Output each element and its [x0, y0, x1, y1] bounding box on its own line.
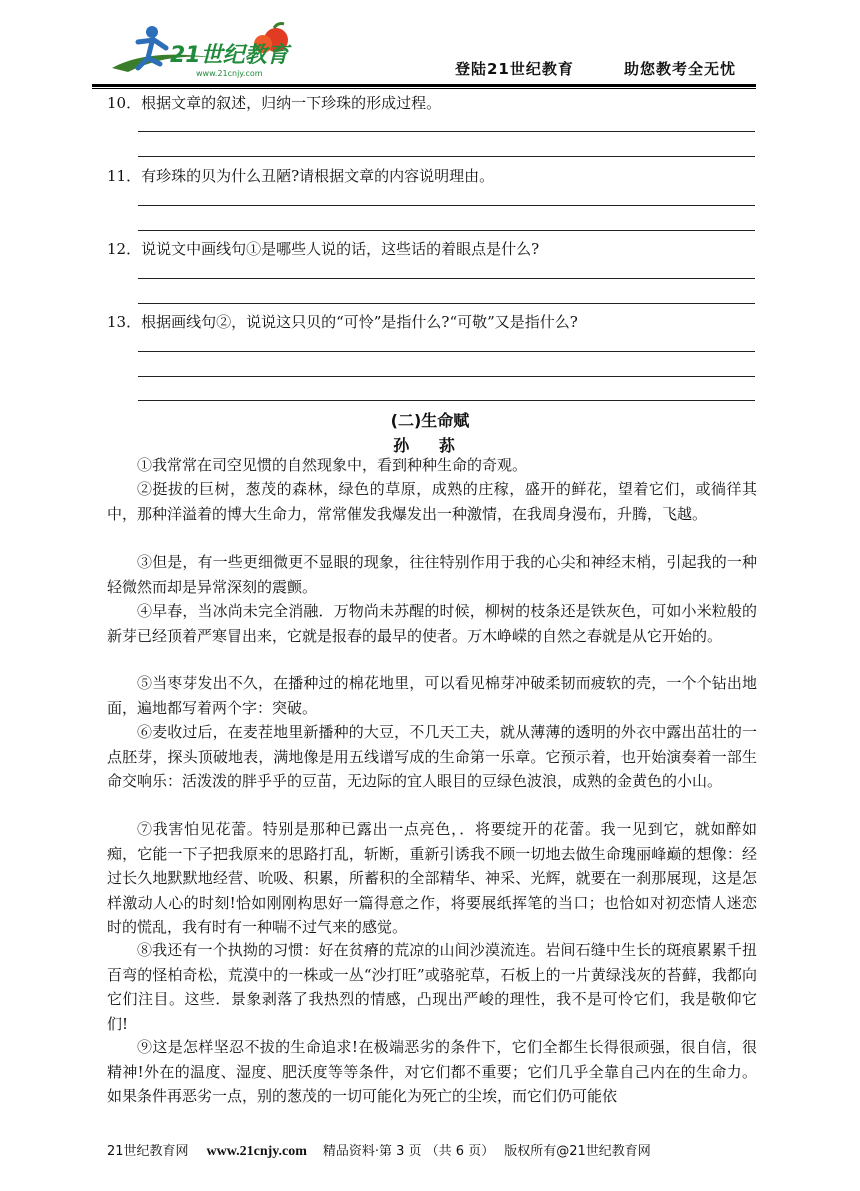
answer-line[interactable]	[138, 400, 755, 401]
footer-page-info: 精品资料·第 3 页 （共 6 页）	[322, 1144, 495, 1159]
logo-url: www.21cnjy.com	[196, 69, 263, 78]
question-13: 13．根据画线句②，说说这只贝的“可怜”是指什么?“可敬”又是指什么?	[107, 313, 578, 331]
answer-line[interactable]	[138, 303, 755, 304]
paragraph-4: ④早春，当冰尚未完全消融．万物尚未苏醒的时候，柳树的枝条还是铁灰色，可如小米粒般的新芽已经顶着严寒冒出来，它就是报春的最早的使者。万木峥嵘的自然之春就是从它开始的。	[107, 602, 757, 645]
logo	[108, 18, 308, 84]
footer-site: 21世纪教育网	[107, 1144, 189, 1159]
section-author: 孙 荪	[393, 436, 467, 455]
slogan-help: 助您教考全无忧	[624, 60, 737, 78]
paragraph-2: ②挺拔的巨树，葱茂的森林，绿色的草原，成熟的庄稼，盛开的鲜花，望着它们，或徜徉其中，那种洋溢着的博大生命力，常常催发我爆发出一种激情，在我周身漫布，升腾，飞越。	[107, 480, 757, 523]
question-12: 12．说说文中画线句①是哪些人说的话，这些话的着眼点是什么?	[107, 240, 540, 258]
paragraph-8: ⑧我还有一个执拗的习惯：好在贫瘠的荒凉的山间沙漠流连。岩间石缝中生长的斑痕累累千扭百弯的怪柏奇松，荒漠中的一株或一丛“沙打旺”或骆驼草，石板上的一片黄绿浅灰的苔藓，我都向它们注目。这些．景象剥落了我热烈的情感，凸现出严峻的理性，我不是可怜它们，我是敬仰它们!	[107, 941, 757, 1033]
section-title: (二)生命赋	[390, 411, 470, 430]
footer-copyright: 版权所有@21世纪教育网	[504, 1144, 651, 1159]
answer-line[interactable]	[138, 230, 755, 231]
paragraph-1: ①我常常在司空见惯的自然现象中，看到种种生命的奇观。	[137, 456, 528, 474]
answer-line[interactable]	[138, 205, 755, 206]
paragraph-7: ⑦我害怕见花蕾。特别是那种已露出一点亮色，．将要绽开的花蕾。我一见到它，就如醉如痴，它能一下子把我原来的思路打乱，斩断，重新引诱我不顾一切地去做生命瑰丽峰巅的想像：经过长久地默默地经营、吮吸、积累，所蓄积的全部精华、神采、光辉，就要在一刹那展现，这是怎样激动人心的时刻!恰如刚刚构思好一篇得意之作，将要展纸挥笔的当口；也恰如对初恋情人迷恋时的慌乱，我有时有一种喘不过气来的感觉。	[107, 820, 757, 936]
answer-line[interactable]	[138, 351, 755, 352]
slogan-login: 登陆21世纪教育	[455, 60, 574, 78]
page-footer	[107, 1140, 651, 1160]
paragraph-6: ⑥麦收过后，在麦茬地里新播种的大豆，不几天工夫，就从薄薄的透明的外衣中露出茁壮的一点胚芽，探头顶破地表，满地像是用五线谱写成的生命第一乐章。它预示着，也开始演奏着一部生命交响乐：活泼泼的胖乎乎的豆苗，无边际的宜人眼目的豆绿色波浪，成熟的金黄色的小山。	[107, 723, 757, 790]
answer-line[interactable]	[138, 156, 755, 157]
paragraph-5: ⑤当枣芽发出不久，在播种过的棉花地里，可以看见棉芽冲破柔韧而疲软的壳，一个个钻出地面，遍地都写着两个字：突破。	[107, 674, 757, 717]
answer-line[interactable]	[138, 376, 755, 377]
header-rule	[92, 84, 756, 87]
header-rule-thin	[92, 88, 756, 89]
answer-line[interactable]	[138, 131, 755, 132]
paragraph-3: ③但是，有一些更细微更不显眼的现象，往往特别作用于我的心尖和神经末梢，引起我的一种轻微然而却是异常深刻的震颤。	[107, 553, 757, 596]
page-header	[0, 0, 860, 90]
logo-text: 21世纪教育	[170, 43, 289, 68]
question-10: 10．根据文章的叙述，归纳一下珍珠的形成过程。	[107, 94, 442, 112]
footer-url[interactable]: www.21cnjy.com	[206, 1144, 307, 1159]
paragraph-9: ⑨这是怎样坚忍不拔的生命追求!在极端恶劣的条件下，它们全都生长得很顽强，很自信，很精神!外在的温度、湿度、肥沃度等等条件，对它们都不重要；它们几乎全靠自己内在的生命力。如果条件再恶劣一点，别的葱茂的一切可能化为死亡的尘埃，而它们仍可能依	[107, 1038, 757, 1105]
answer-line[interactable]	[138, 278, 755, 279]
question-11: 11．有珍珠的贝为什么丑陋?请根据文章的内容说明理由。	[107, 167, 495, 185]
